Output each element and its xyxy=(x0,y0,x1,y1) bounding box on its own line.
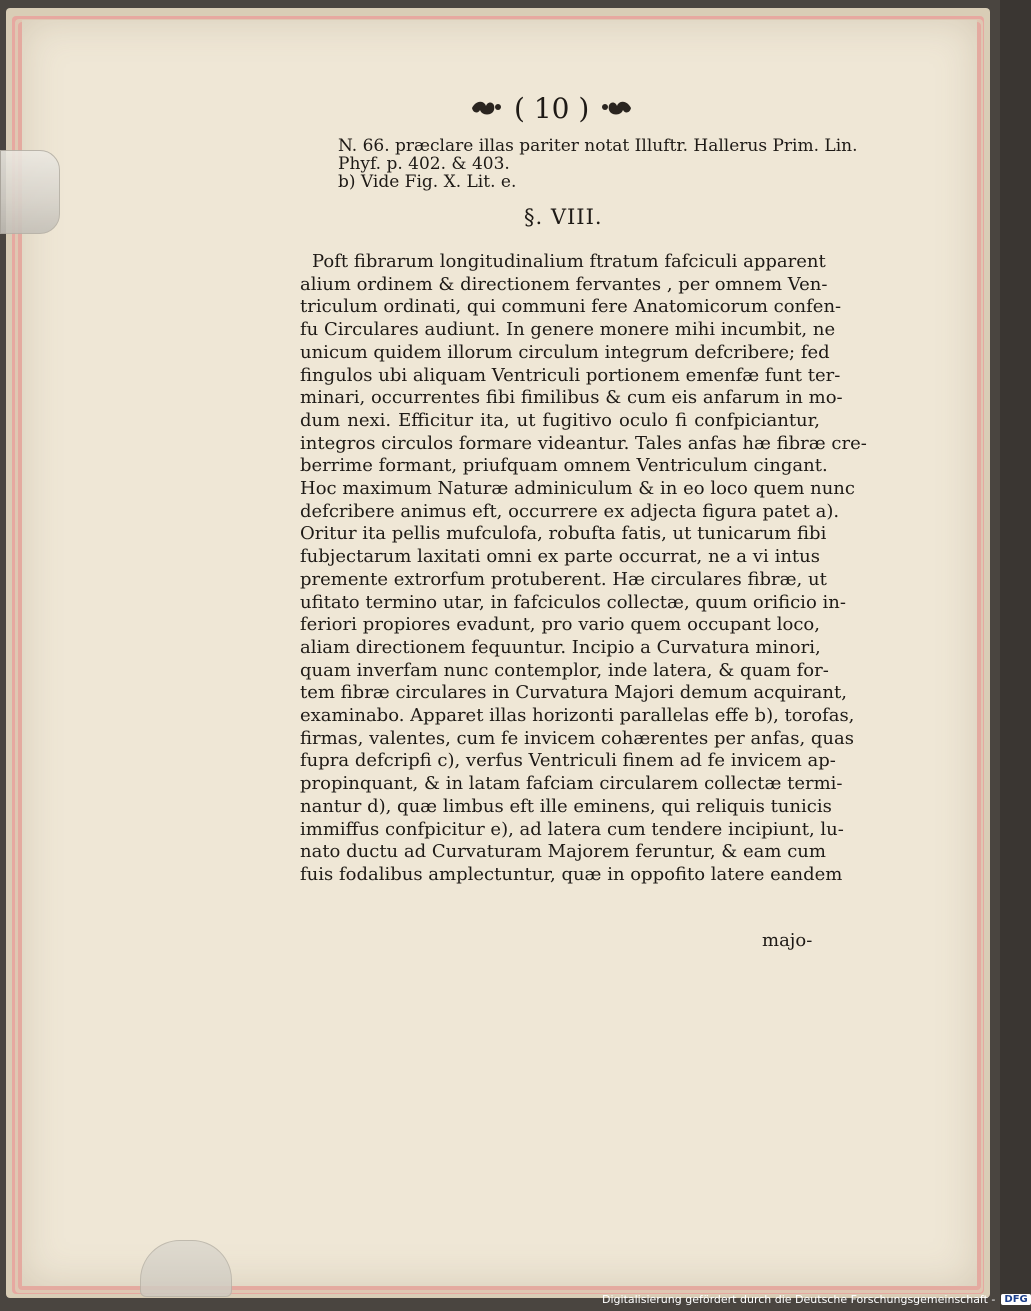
body-line: fingulos ubi aliquam Ventriculi portionem emenfæ funt ter- xyxy=(300,364,841,386)
body-line: immiffus confpicitur e), ad latera cum tendere incipiunt, lu- xyxy=(300,818,844,840)
body-line: fu Circulares audiunt. In genere monere mihi incumbit, ne xyxy=(300,319,836,341)
body-line: triculum ordinati, qui communi fere Anatomicorum confen- xyxy=(300,296,842,318)
body-line: fupra defcripfi c), verfus Ventriculi finem ad fe invicem ap- xyxy=(300,750,836,772)
body-line: fubjectarum laxitati omni ex parte occurrat, ne a vi intus xyxy=(300,546,820,568)
digitization-footer xyxy=(602,1290,1031,1308)
ornament-right-icon xyxy=(599,98,633,118)
body-line: alium ordinem & directionem fervantes , per omnem Ven- xyxy=(300,273,828,295)
body-line: feriori propiores evadunt, pro vario quem occupant loco, xyxy=(300,614,820,636)
footnote-line-1: N. 66. præclare illas pariter notat Illuftr. Hallerus Prim. Lin. xyxy=(338,136,858,156)
body-line: nato ductu ad Curvaturam Majorem feruntur, & eam cum xyxy=(300,841,826,863)
page-clip xyxy=(0,150,60,234)
body-line: berrime formant, priufquam omnem Ventriculum cingant. xyxy=(300,455,828,477)
body-line: Oritur ita pellis mufculofa, robufta fatis, ut tunicarum fibi xyxy=(300,523,827,545)
body-line: fuis fodalibus amplectuntur, quæ in oppofito latere eandem xyxy=(300,863,843,885)
running-header xyxy=(470,90,670,126)
footnote-line-3: b) Vide Fig. X. Lit. e. xyxy=(338,172,517,192)
footer-text: Digitalisierung gefördert durch die Deutsche Forschungsgemeinschaft - xyxy=(602,1292,996,1306)
body-line: premente extrorfum protuberent. Hæ circulares fibræ, ut xyxy=(300,568,827,590)
body-line: nantur d), quæ limbus eft ille eminens, qui reliquis tunicis xyxy=(300,795,832,817)
body-line: aliam directionem fequuntur. Incipio a Curvatura minori, xyxy=(300,636,821,658)
body-line: tem fibræ circulares in Curvatura Majori demum acquirant, xyxy=(300,682,847,704)
body-line: propinquant, & in latam fafciam circularem collectæ termi- xyxy=(300,773,843,795)
body-line: unicum quidem illorum circulum integrum defcribere; fed xyxy=(300,341,830,363)
page-number: ( 10 ) xyxy=(514,91,590,125)
footnote-line-2: Phyf. p. 402. & 403. xyxy=(338,154,510,174)
catchword: majo- xyxy=(762,930,813,951)
body-line: ufitato termino utar, in fafciculos collectæ, quum orificio in- xyxy=(300,591,846,613)
section-title: §. VIII. xyxy=(524,205,603,229)
body-line: Hoc maximum Naturæ adminiculum & in eo loco quem nunc xyxy=(300,478,855,499)
dfg-logo: DFG xyxy=(1001,1294,1030,1305)
body-line: dum nexi. Efficitur ita, ut fugitivo oculo fi confpiciantur, xyxy=(300,409,820,431)
body-line: minari, occurrentes fibi fimilibus & cum eis anfarum in mo- xyxy=(300,387,843,409)
body-line: examinabo. Apparet illas horizonti parallelas effe b), torofas, xyxy=(300,705,855,726)
body-line: defcribere animus eft, occurrere ex adjecta figura patet a). xyxy=(300,500,840,522)
body-line: integros circulos formare videantur. Tales anfas hæ fibræ cre- xyxy=(300,432,867,454)
ornament-left-icon xyxy=(470,98,504,118)
body-line: Poft fibrarum longitudinalium ftratum fafciculi apparent xyxy=(312,251,826,272)
body-line: firmas, valentes, cum fe invicem cohærentes per anfas, quas xyxy=(300,727,854,749)
body-line: quam inverfam nunc contemplor, inde latera, & quam for- xyxy=(300,659,829,681)
